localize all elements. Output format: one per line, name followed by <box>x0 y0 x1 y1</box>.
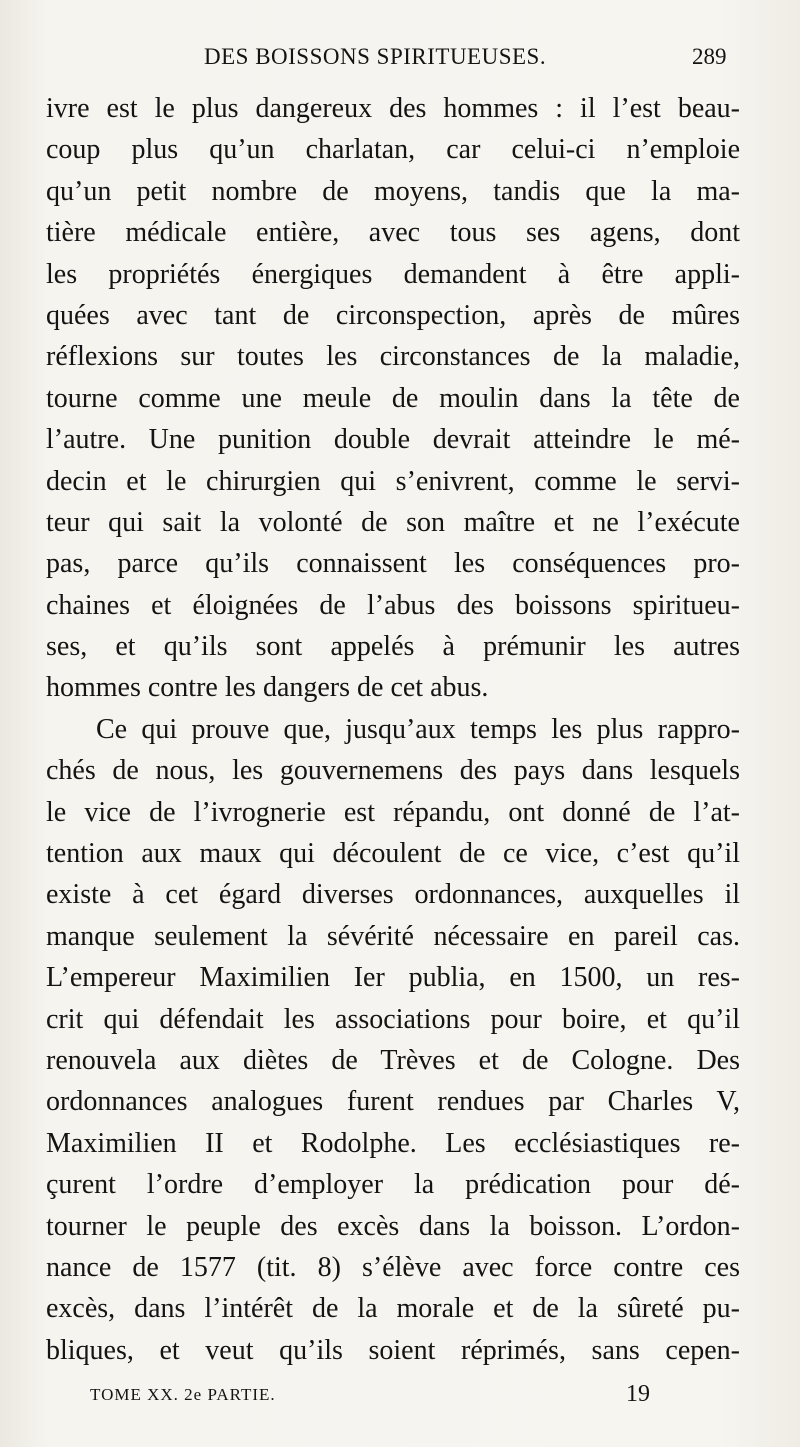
text-line: hommes contre les dangers de cet abus. <box>46 672 489 704</box>
text-line: excès, dans l’intérêt de la morale et de la sûreté pu- <box>46 1293 740 1325</box>
page-footer <box>0 1381 800 1421</box>
text-line: tière médicale entière, avec tous ses agens, dont <box>46 217 740 249</box>
text-line: Maximilien II et Rodolphe. Les ecclésiastiques re- <box>46 1127 740 1159</box>
text-line: tention aux maux qui découlent de ce vice, c’est qu’il <box>46 838 740 870</box>
text-line: tourne comme une meule de moulin dans la tête de <box>46 382 740 414</box>
text-line: manque seulement la sévérité nécessaire en pareil cas. <box>46 920 740 952</box>
text-line: tourner le peuple des excès dans la boisson. L’ordon- <box>46 1210 740 1242</box>
text-line: bliques, et veut qu’ils soient réprimés, sans cepen- <box>46 1334 740 1366</box>
text-line: quées avec tant de circonspection, après de mûres <box>46 299 740 331</box>
text-line: ivre est le plus dangereux des hommes : il l’est beau- <box>46 93 740 124</box>
text-line: teur qui sait la volonté de son maître et ne l’exécute <box>46 506 740 538</box>
running-head-title: DES BOISSONS SPIRITUEUSES. <box>204 44 547 69</box>
text-line: l’autre. Une punition double devrait atteindre le mé- <box>46 424 740 456</box>
text-line: crit qui défendait les associations pour boire, et qu’il <box>46 1003 740 1035</box>
running-head <box>0 44 800 84</box>
text-line: réflexions sur toutes les circonstances de la maladie, <box>46 341 740 373</box>
signature-number: 19 <box>626 1381 650 1407</box>
signature-mark: TOME XX. 2e PARTIE. <box>90 1385 276 1404</box>
text-line: le vice de l’ivrognerie est répandu, ont donné de l’at- <box>46 796 740 828</box>
text-line: chaines et éloignées de l’abus des boissons spiritueu- <box>46 589 740 621</box>
text-line: pas, parce qu’ils connaissent les conséquences pro- <box>46 548 740 580</box>
text-line: renouvela aux diètes de Trèves et de Cologne. Des <box>46 1044 740 1076</box>
text-line: existe à cet égard diverses ordonnances, auxquelles il <box>46 879 740 911</box>
text-line: decin et le chirurgien qui s’enivrent, comme le servi- <box>46 465 740 497</box>
text-line: nance de 1577 (tit. 8) s’élève avec force contre ces <box>46 1251 740 1283</box>
page-number: 289 <box>692 44 727 69</box>
text-line: chés de nous, les gouvernemens des pays dans lesquels <box>46 755 740 787</box>
text-line: les propriétés énergiques demandent à être appli- <box>46 258 740 290</box>
text-line: ordonnances analogues furent rendues par Charles V, <box>46 1086 740 1118</box>
text-line: Ce qui prouve que, jusqu’aux temps les plus rappro- <box>96 713 740 745</box>
body-text <box>46 88 740 1371</box>
text-line: L’empereur Maximilien Ier publia, en 1500, un res- <box>46 962 740 994</box>
text-line: coup plus qu’un charlatan, car celui-ci n’emploie <box>46 134 740 166</box>
text-line: qu’un petit nombre de moyens, tandis que la ma- <box>46 175 740 207</box>
text-line: çurent l’ordre d’employer la prédication pour dé- <box>46 1169 740 1201</box>
text-line: ses, et qu’ils sont appelés à prémunir les autres <box>46 631 740 663</box>
